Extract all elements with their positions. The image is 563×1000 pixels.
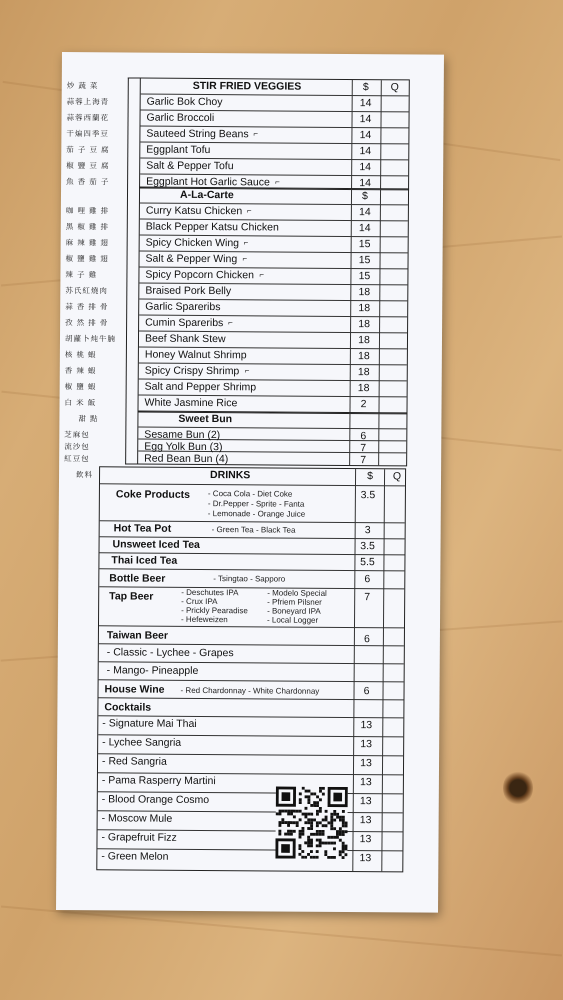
veggie-item-name: Garlic Broccoli (146, 111, 215, 125)
alacarte-header-row (140, 188, 408, 206)
alacarte-price-header: $ (362, 190, 368, 203)
alacarte-item-row (65, 220, 408, 238)
tap-name: Tap Beer (109, 590, 154, 603)
alacarte-item-row (64, 332, 407, 350)
alacarte-item-zh-name: 黑 椒 雞 排 (65, 222, 110, 232)
veggies-section (66, 78, 410, 191)
cocktails-header-row (98, 698, 403, 718)
bun-item-price: 6 (360, 430, 367, 443)
chili-pepper-icon: ⌐ (253, 129, 259, 139)
wood-knot (503, 770, 533, 806)
qr-code-icon[interactable] (275, 787, 348, 860)
cocktails-title: Cocktails (104, 701, 152, 714)
cocktail-item-row (98, 716, 403, 737)
alacarte-item-row (64, 364, 407, 382)
taiwan-price: 6 (363, 633, 370, 646)
tap-col1-1: - Deschutes IPA (181, 587, 239, 598)
wine-options: - Red Chardonnay - White Chardonnay (180, 685, 320, 696)
cocktail-item-price: 13 (359, 833, 372, 846)
drinks-header-row (76, 467, 405, 486)
buns-zh-title: 甜 點 (78, 414, 99, 424)
alacarte-item-row (64, 348, 407, 366)
alacarte-item-zh-name: 椒 鹽 雞 翅 (65, 254, 109, 264)
alacarte-item-zh-name: 咖 哩 雞 排 (65, 206, 110, 216)
cocktail-item-row (98, 811, 403, 832)
menu-sheet (56, 52, 444, 913)
cocktail-item-price: 13 (360, 719, 373, 732)
tap-col2-4: - Local Logger (267, 615, 319, 625)
unsweet-price: 3.5 (360, 540, 375, 553)
taiwan-flavors-1-row (99, 644, 404, 664)
alacarte-section (64, 187, 409, 415)
bun-item-price: 7 (360, 442, 367, 455)
tap-col1-4: - Hefeweizen (181, 614, 228, 625)
alacarte-item-price: 14 (359, 206, 371, 219)
alacarte-item-price: 18 (357, 366, 370, 379)
bottle-options: - Tsingtao - Sapporo (213, 574, 286, 584)
veggie-item-zh-name: 干煸四季豆 (66, 129, 109, 139)
alacarte-item-price: 18 (357, 350, 370, 363)
drinks-section (76, 466, 406, 872)
taiwan-flavors-1: - Classic - Lychee - Grapes (106, 646, 234, 660)
alacarte-item-price: 18 (358, 302, 371, 315)
veggies-price-header: $ (362, 81, 369, 94)
buns-title: Sweet Bun (178, 412, 233, 426)
alacarte-item-row (65, 316, 407, 334)
veggie-item-price: 14 (359, 145, 372, 158)
drinks-title: DRINKS (210, 469, 251, 482)
zh-column (125, 77, 141, 464)
buns-section (64, 411, 407, 467)
veggie-item-price: 14 (359, 113, 372, 126)
bun-item-zh-name: 紅豆包 (64, 454, 90, 464)
alacarte-item-zh-name: 苏氏紅燒肉 (65, 286, 108, 296)
veggies-qty-header: Q (390, 81, 399, 94)
cocktail-item-name: - Signature Mai Thai (102, 717, 197, 730)
tap-col1-3: - Prickly Pearadise (181, 605, 248, 616)
alacarte-item-name: White Jasmine Rice (144, 396, 238, 410)
veggie-item-name: Sauteed String Beans (146, 127, 249, 141)
alacarte-item-zh-name: 辣 子 雞 (65, 270, 98, 280)
cocktail-item-name: - Blood Orange Cosmo (101, 793, 210, 807)
unsweet-name: Unsweet Iced Tea (112, 538, 200, 551)
veggies-title: STIR FRIED VEGGIES (192, 79, 302, 93)
alacarte-item-price: 18 (358, 334, 370, 347)
thai-price: 5.5 (360, 556, 375, 569)
veggie-item-row (66, 95, 409, 113)
taiwan-flavors-2: - Mango- Pineapple (106, 664, 199, 677)
veggie-item-zh-name: 蒜蓉西蘭花 (66, 113, 110, 123)
bun-item-zh-name: 芝麻包 (64, 430, 90, 440)
alacarte-item-name: Cumin Spareribs (145, 316, 224, 330)
cocktail-item-price: 13 (359, 795, 372, 808)
alacarte-item-zh-name: 孜 然 排 骨 (65, 318, 109, 328)
cocktail-item-row (98, 792, 403, 813)
alacarte-item-price: 14 (358, 222, 371, 235)
alacarte-item-price: 18 (358, 286, 371, 299)
hottea-name: Hot Tea Pot (113, 522, 172, 535)
veggie-item-zh-name: 魚 香 茄 子 (66, 177, 110, 187)
coke-row (100, 484, 405, 523)
chili-pepper-icon: ⌐ (243, 238, 249, 248)
alacarte-item-name: Braised Pork Belly (145, 284, 232, 298)
tap-col2-3: - Boneyard IPA (267, 606, 321, 616)
alacarte-item-price: 18 (358, 318, 370, 331)
bun-item-name: Sesame Bun (2) (144, 428, 221, 442)
alacarte-item-zh-name: 蒜 香 排 骨 (65, 302, 109, 312)
bun-item-price: 7 (360, 454, 367, 467)
cocktail-item-price: 13 (360, 776, 372, 789)
taiwan-name: Taiwan Beer (106, 629, 169, 642)
bun-item-name: Red Bean Bun (4) (144, 452, 229, 466)
veggie-item-name: Salt & Pepper Tofu (146, 159, 234, 173)
alacarte-item-name: Spicy Crispy Shrimp (144, 364, 240, 378)
cocktail-item-row (98, 735, 403, 756)
alacarte-item-name: Spicy Chicken Wing (145, 236, 240, 250)
bun-item-row (64, 452, 406, 467)
alacarte-item-row (64, 380, 407, 398)
cocktail-item-name: - Lychee Sangria (102, 736, 182, 749)
cocktail-item-row (97, 849, 402, 869)
veggie-item-row (66, 143, 408, 161)
tap-col2-1: - Modelo Special (267, 588, 327, 598)
alacarte-item-name: Garlic Spareribs (145, 300, 221, 314)
veggie-item-price: 14 (359, 161, 372, 174)
cocktail-item-price: 13 (359, 814, 372, 827)
taiwan-flavors-2-row (99, 662, 404, 682)
alacarte-item-zh-name: 麻 辣 雞 翅 (65, 238, 109, 248)
veggie-item-name: Eggplant Hot Garlic Sauce (146, 175, 270, 189)
hottea-options: - Green Tea - Black Tea (211, 525, 296, 535)
alacarte-item-zh-name: 白 米 飯 (64, 398, 97, 408)
alacarte-item-price: 15 (358, 254, 371, 267)
alacarte-item-name: Honey Walnut Shrimp (144, 348, 247, 362)
cocktail-item-row (97, 830, 402, 851)
bun-item-name: Egg Yolk Bun (3) (144, 440, 223, 454)
veggies-zh-title: 炒 蔬 菜 (66, 81, 99, 91)
alacarte-item-name: Black Pepper Katsu Chicken (145, 220, 279, 234)
chili-pepper-icon: ⌐ (246, 206, 252, 216)
alacarte-item-name: Salt and Pepper Shrimp (144, 380, 257, 394)
alacarte-item-zh-name: 胡蘿卜炖牛腩 (64, 334, 117, 344)
alacarte-item-row (65, 236, 408, 254)
drinks-qty-header: Q (392, 470, 402, 483)
alacarte-item-price: 18 (357, 382, 370, 395)
coke-option-1: - Coca Cola - Diet Coke (207, 489, 293, 499)
cocktail-item-price: 13 (359, 852, 372, 865)
alacarte-item-row (65, 284, 407, 302)
cocktail-item-row (98, 754, 403, 775)
cocktail-item-name: - Red Sangria (102, 755, 167, 768)
tap-row (99, 587, 404, 628)
coke-option-3: - Lemonade - Orange Juice (207, 509, 306, 519)
cocktail-item-price: 13 (360, 757, 372, 770)
buns-header-row (78, 412, 406, 430)
veggie-item-row (66, 111, 408, 129)
alacarte-item-row (65, 268, 407, 286)
alacarte-item-name: Salt & Pepper Wing (145, 252, 238, 266)
veggie-item-price: 14 (359, 177, 371, 190)
alacarte-item-price: 15 (358, 270, 371, 283)
bun-item-zh-name: 流沙包 (64, 442, 90, 452)
coke-name: Coke Products (115, 488, 191, 501)
alacarte-item-price: 2 (360, 398, 367, 411)
tap-col1-2: - Crux IPA (181, 596, 218, 607)
veggie-item-price: 14 (359, 97, 372, 110)
alacarte-title: A-La-Carte (179, 188, 234, 202)
bottle-name: Bottle Beer (109, 572, 166, 585)
veggie-item-zh-name: 茄 子 豆 腐 (66, 145, 110, 155)
bottle-row (99, 569, 404, 589)
thai-name: Thai Iced Tea (111, 554, 178, 567)
wine-name: House Wine (104, 683, 165, 696)
alacarte-item-row (65, 300, 407, 318)
alacarte-item-zh-name: 椒 鹽 蝦 (64, 382, 97, 392)
chili-pepper-icon: ⌐ (228, 318, 233, 328)
veggie-item-zh-name: 蒜蓉上海青 (66, 97, 110, 107)
alacarte-item-row (65, 204, 408, 222)
cocktail-item-name: - Pama Rasperry Martini (101, 774, 216, 788)
cocktail-item-price: 13 (360, 738, 373, 751)
alacarte-item-price: 15 (358, 238, 371, 251)
cocktail-item-name: - Moscow Mule (101, 812, 173, 825)
coke-option-2: - Dr.Pepper - Sprite - Fanta (207, 499, 305, 509)
veggie-item-name: Garlic Bok Choy (146, 95, 223, 109)
veggie-item-row (66, 159, 408, 177)
cocktail-item-row (98, 773, 403, 794)
alacarte-item-name: Spicy Popcorn Chicken (145, 268, 255, 282)
alacarte-item-name: Curry Katsu Chicken (145, 204, 243, 218)
chili-pepper-icon: ⌐ (259, 270, 265, 280)
alacarte-item-zh-name: 核 桃 蝦 (64, 350, 97, 360)
veggie-item-price: 14 (359, 129, 372, 142)
veggies-header-row (66, 79, 409, 97)
wine-price: 6 (363, 685, 370, 698)
tap-col2-2: - Pfriem Pilsner (267, 597, 322, 607)
tap-price: 7 (364, 591, 371, 604)
cocktail-item-name: - Green Melon (101, 850, 169, 863)
veggie-item-zh-name: 椒 鹽 豆 腐 (66, 161, 110, 171)
chili-pepper-icon: ⌐ (242, 254, 248, 264)
alacarte-item-name: Beef Shank Stew (144, 332, 226, 346)
wine-row (98, 680, 403, 700)
chili-pepper-icon: ⌐ (244, 366, 250, 376)
drinks-zh-title: 飲料 (76, 470, 94, 480)
veggie-item-row (66, 127, 408, 145)
chili-pepper-icon: ⌐ (275, 177, 280, 187)
drinks-price-header: $ (367, 470, 374, 483)
veggie-item-name: Eggplant Tofu (146, 143, 211, 157)
alacarte-item-zh-name: 香 辣 蝦 (64, 366, 97, 376)
hottea-price: 3 (364, 524, 371, 537)
alacarte-item-row (65, 252, 407, 270)
taiwan-row (99, 626, 404, 646)
bottle-price: 6 (364, 573, 371, 586)
coke-price: 3.5 (360, 489, 376, 502)
cocktail-item-name: - Grapefruit Fizz (101, 831, 177, 844)
